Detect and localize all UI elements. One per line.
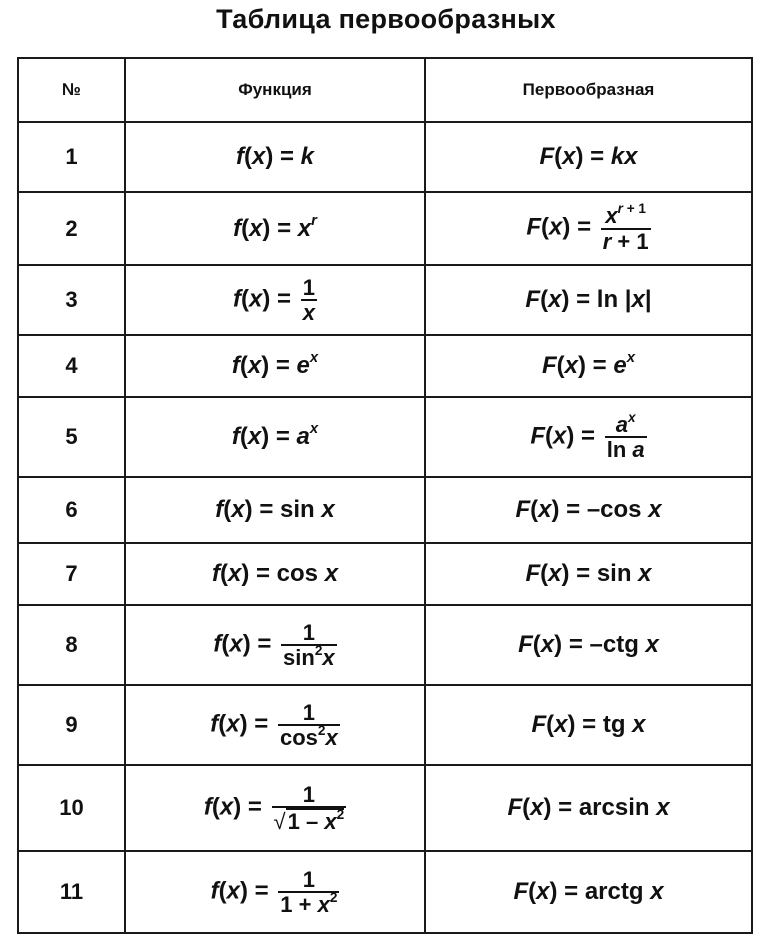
header-function: Функция [125,58,425,122]
table-row [18,122,752,192]
antiderivative-cell: F(x) = tg x [425,685,752,765]
function-cell: $f(x) = e^x$ [125,335,425,397]
header-row [18,58,752,122]
row-number: 1 [18,122,125,192]
function-cell: f(x) = cos x [125,543,425,605]
function-cell: $f(x) = a^x$ [125,397,425,477]
function-cell: $f(x) = x^r$ [125,192,425,265]
fraction: $\frac{1}{√1 - x^2}$ [273,781,345,834]
function-cell: f(x) = $\frac{1}{\cos^2x}$ [125,685,425,765]
antiderivative-cell: F(x) = $\frac{a^x}{\text{ln a}}$ [425,397,752,477]
function-cell: f(x) = k [125,122,425,192]
page-title: Таблица первообразных [216,4,556,34]
table-row [18,543,752,605]
table-row [18,685,752,765]
function-cell: f(x) = $\frac{1}{x}$ [125,265,425,335]
table-row [18,265,752,335]
antiderivative-cell: F(x) = sin x [425,543,752,605]
table-row [18,397,752,477]
table-row [18,335,752,397]
header-number: № [18,58,125,122]
antiderivative-cell: F(x) = –cos x [425,477,752,543]
row-number: 5 [18,397,125,477]
row-number: 7 [18,543,125,605]
row-number: 11 [18,851,125,933]
function-cell: f(x) = $\frac{1}{1 + x^2}$ [125,851,425,933]
row-number: 10 [18,765,125,851]
row-number: 2 [18,192,125,265]
antiderivative-cell: F(x) = arcsin x [425,765,752,851]
antiderivative-cell: $F(x) = e^x$ [425,335,752,397]
row-number: 9 [18,685,125,765]
fraction: $\frac{a^x}{\text{ln a}}$ [606,409,645,462]
fraction: $\frac{1}{\cos^2x}$ [279,699,338,750]
table-row [18,851,752,933]
fraction: $\frac{1}{1 + x^2}$ [280,866,338,917]
fraction: $\frac{x^{r + 1}}{r + 1}$ [602,201,649,254]
row-number: 8 [18,605,125,685]
table-row [18,765,752,851]
row-number: 4 [18,335,125,397]
antiderivative-cell: F(x) = kx [425,122,752,192]
function-cell: f(x) = sin x [125,477,425,543]
antiderivative-cell: F(x) = ln |x| [425,265,752,335]
function-cell: f(x) = $\frac{1}{\sin^2x}$ [125,605,425,685]
row-number: 3 [18,265,125,335]
fraction: $\frac{1}{x}$ [302,274,315,325]
row-number: 6 [18,477,125,543]
antiderivative-cell: F(x) = arctg x [425,851,752,933]
antiderivatives-table [17,57,753,934]
fraction: $\frac{1}{\sin^2x}$ [283,619,335,670]
table-row [18,605,752,685]
table-row [18,477,752,543]
header-antiderivative: Первообразная [425,58,752,122]
antiderivative-cell: F(x) = $\frac{x^{r + 1}}{r + 1}$ [425,192,752,265]
antiderivative-cell: F(x) = –ctg x [425,605,752,685]
function-cell: f(x) = $\frac{1}{√1 - x^2}$ [125,765,425,851]
table-row [18,192,752,265]
